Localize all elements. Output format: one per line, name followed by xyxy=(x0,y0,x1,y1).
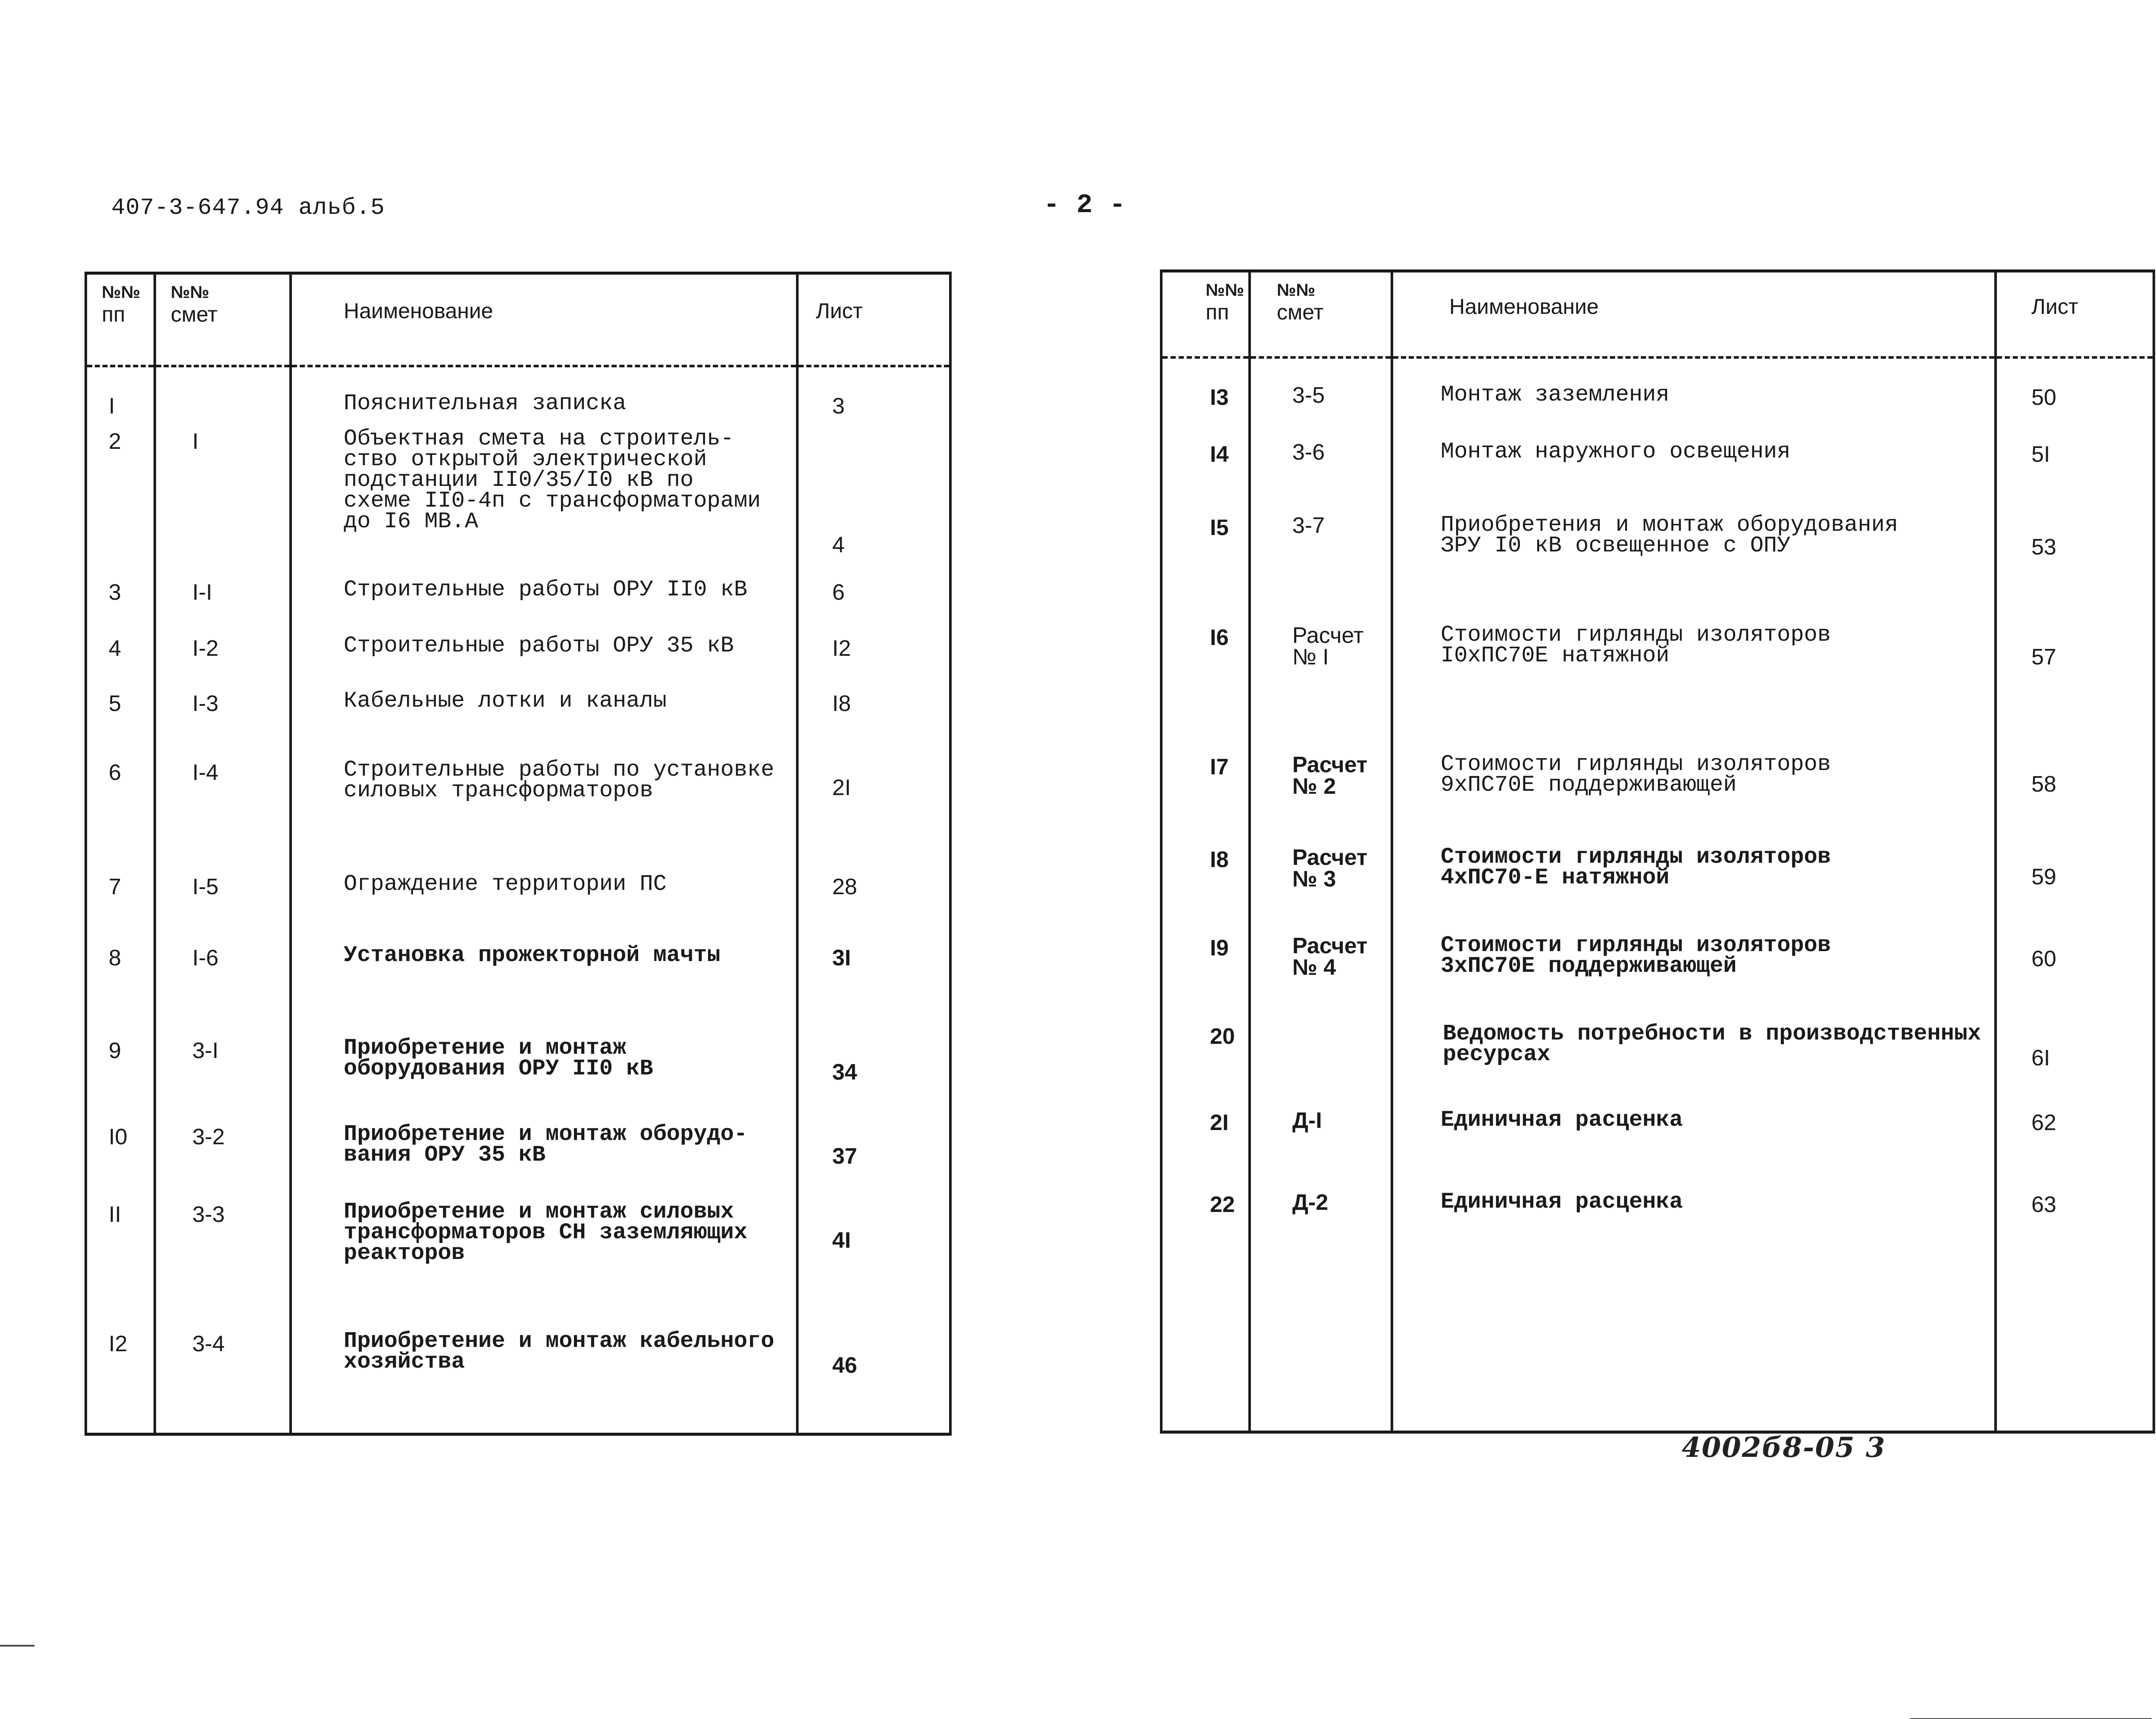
col-header-number-top: №№ xyxy=(1206,281,1244,300)
table-row xyxy=(86,623,950,678)
row-estimate: I-3 xyxy=(155,678,291,742)
inventory-stamp: 4002б8-05 3 xyxy=(1682,1431,1886,1464)
row-sheet: 50 xyxy=(1996,357,2154,422)
row-number: 7 xyxy=(86,850,155,926)
row-number: I8 xyxy=(1161,834,1250,922)
row-name: Установка прожекторной мачты xyxy=(291,926,797,1014)
col-header-name: Наименование xyxy=(1392,271,1996,357)
table-row xyxy=(1161,1008,2154,1097)
row-estimate: I xyxy=(155,420,291,567)
row-sheet: 4I xyxy=(797,1189,950,1309)
row-estimate: Расчет № I xyxy=(1250,607,1392,737)
col-header-number xyxy=(1161,271,1250,357)
row-sheet: 62 xyxy=(1996,1097,2154,1181)
table-row xyxy=(86,1111,950,1189)
col-header-estimate xyxy=(155,273,291,366)
row-name: Приобретение и монтаж оборудо- вания ОРУ 35 кВ xyxy=(291,1111,797,1189)
col-header-estimate-top: №№ xyxy=(1277,281,1316,300)
row-name: Приобретение и монтаж кабельного хозяйства xyxy=(291,1309,797,1434)
row-number: 2 xyxy=(86,420,155,567)
table-header-row xyxy=(86,273,950,366)
table-row xyxy=(1161,1097,2154,1181)
row-name: Ведомость потребности в производственных ресурсах xyxy=(1392,1008,1996,1097)
row-estimate: 3-7 xyxy=(1250,498,1392,607)
table-row xyxy=(86,567,950,623)
col-header-number xyxy=(86,273,155,366)
document-code: 407-3-647.94 альб.5 xyxy=(111,195,385,221)
table-row xyxy=(86,742,950,850)
row-sheet: 6 xyxy=(797,567,950,623)
row-estimate xyxy=(1250,1008,1392,1097)
row-sheet: 5I xyxy=(1996,422,2154,498)
row-estimate: Д-2 xyxy=(1250,1181,1392,1432)
row-sheet: 37 xyxy=(797,1111,950,1189)
row-sheet: 59 xyxy=(1996,834,2154,922)
row-number: I3 xyxy=(1161,357,1250,422)
row-sheet: I2 xyxy=(797,623,950,678)
row-estimate: 3-6 xyxy=(1250,422,1392,498)
row-estimate: 3-4 xyxy=(155,1309,291,1434)
row-sheet: 57 xyxy=(1996,607,2154,737)
row-name: Приобретение и монтаж оборудования ОРУ II0 кВ xyxy=(291,1014,797,1111)
row-number: I6 xyxy=(1161,607,1250,737)
row-sheet: 34 xyxy=(797,1014,950,1111)
table-row xyxy=(1161,737,2154,834)
row-estimate: Расчет № 3 xyxy=(1250,834,1392,922)
row-number: I0 xyxy=(86,1111,155,1189)
row-sheet: 28 xyxy=(797,850,950,926)
col-header-number-bottom: пп xyxy=(1206,300,1229,324)
row-sheet: 46 xyxy=(797,1309,950,1434)
table-row xyxy=(1161,922,2154,1008)
row-sheet: 6I xyxy=(1996,1008,2154,1097)
row-estimate: Расчет № 2 xyxy=(1250,737,1392,834)
row-sheet: 53 xyxy=(1996,498,2154,607)
table-row xyxy=(1161,498,2154,607)
row-number: I xyxy=(86,366,155,420)
row-sheet: 2I xyxy=(797,742,950,850)
row-number: 2I xyxy=(1161,1097,1250,1181)
row-estimate: I-4 xyxy=(155,742,291,850)
row-number: I2 xyxy=(86,1309,155,1434)
col-header-sheet: Лист xyxy=(797,273,950,366)
row-name: Ограждение территории ПС xyxy=(291,850,797,926)
row-estimate: I-I xyxy=(155,567,291,623)
row-name: Монтаж заземления xyxy=(1392,357,1996,422)
row-estimate: I-6 xyxy=(155,926,291,1014)
table-row xyxy=(86,420,950,567)
table-row xyxy=(86,1014,950,1111)
row-estimate: 3-I xyxy=(155,1014,291,1111)
row-name: Стоимости гирлянды изоляторов 9хПС70Е поддерживающей xyxy=(1392,737,1996,834)
row-estimate: I-2 xyxy=(155,623,291,678)
row-estimate: Д-I xyxy=(1250,1097,1392,1181)
row-name: Строительные работы ОРУ II0 кВ xyxy=(291,567,797,623)
contents-table-right xyxy=(1160,269,2155,1434)
col-header-estimate xyxy=(1250,271,1392,357)
col-header-number-bottom: пп xyxy=(102,302,125,326)
row-number: 5 xyxy=(86,678,155,742)
row-estimate: Расчет № 4 xyxy=(1250,922,1392,1008)
table-row xyxy=(86,1309,950,1434)
table-row xyxy=(86,1189,950,1309)
row-sheet: 3 xyxy=(797,366,950,420)
page-number: - 2 - xyxy=(1044,190,1126,220)
table-row xyxy=(86,926,950,1014)
row-name: Единичная расценка xyxy=(1392,1181,1996,1432)
col-header-estimate-bottom: смет xyxy=(1277,300,1324,324)
row-number: I7 xyxy=(1161,737,1250,834)
row-name: Объектная смета на строитель- ство открытой электрической подстанции II0/35/I0 кВ по схеме II0-4п с трансформаторами до I6 МВ.А xyxy=(291,420,797,567)
col-header-number-top: №№ xyxy=(102,283,141,302)
row-estimate: I-5 xyxy=(155,850,291,926)
row-sheet: 63 xyxy=(1996,1181,2154,1432)
row-number: 8 xyxy=(86,926,155,1014)
row-number: 4 xyxy=(86,623,155,678)
row-number: I4 xyxy=(1161,422,1250,498)
table-row xyxy=(1161,834,2154,922)
row-name: Пояснительная записка xyxy=(291,366,797,420)
row-estimate: 3-5 xyxy=(1250,357,1392,422)
col-header-sheet: Лист xyxy=(1996,271,2154,357)
row-number: 3 xyxy=(86,567,155,623)
row-number: I9 xyxy=(1161,922,1250,1008)
table-row xyxy=(86,366,950,420)
row-number: II xyxy=(86,1189,155,1309)
row-number: 20 xyxy=(1161,1008,1250,1097)
col-header-estimate-top: №№ xyxy=(171,283,210,302)
row-sheet: 4 xyxy=(797,420,950,567)
row-estimate xyxy=(155,366,291,420)
row-sheet: 60 xyxy=(1996,922,2154,1008)
table-row xyxy=(1161,607,2154,737)
row-sheet: 58 xyxy=(1996,737,2154,834)
table-row xyxy=(86,850,950,926)
col-header-estimate-bottom: смет xyxy=(171,302,218,326)
scan-artifact-line xyxy=(0,1645,34,1647)
row-estimate: 3-2 xyxy=(155,1111,291,1189)
col-header-name: Наименование xyxy=(291,273,797,366)
row-name: Стоимости гирлянды изоляторов 4хПС70-Е натяжной xyxy=(1392,834,1996,922)
table-row xyxy=(1161,1181,2154,1432)
row-name: Приобретения и монтаж оборудования ЗРУ I0 кВ освещенное с ОПУ xyxy=(1392,498,1996,607)
table-row xyxy=(86,678,950,742)
row-name: Единичная расценка xyxy=(1392,1097,1996,1181)
table-row xyxy=(1161,357,2154,422)
table-row xyxy=(1161,422,2154,498)
row-name: Монтаж наружного освещения xyxy=(1392,422,1996,498)
row-estimate: 3-3 xyxy=(155,1189,291,1309)
table-header-row xyxy=(1161,271,2154,357)
contents-table-left xyxy=(85,272,952,1436)
row-sheet: 3I xyxy=(797,926,950,1014)
row-number: I5 xyxy=(1161,498,1250,607)
row-number: 9 xyxy=(86,1014,155,1111)
row-sheet: I8 xyxy=(797,678,950,742)
row-name: Приобретение и монтаж силовых трансформаторов СН заземляющих реакторов xyxy=(291,1189,797,1309)
row-name: Строительные работы ОРУ 35 кВ xyxy=(291,623,797,678)
row-name: Стоимости гирлянды изоляторов I0хПС70Е натяжной xyxy=(1392,607,1996,737)
row-name: Строительные работы по установке силовых трансформаторов xyxy=(291,742,797,850)
row-name: Кабельные лотки и каналы xyxy=(291,678,797,742)
row-number: 6 xyxy=(86,742,155,850)
row-name: Стоимости гирлянды изоляторов 3хПС70Е поддерживающей xyxy=(1392,922,1996,1008)
row-number: 22 xyxy=(1161,1181,1250,1432)
